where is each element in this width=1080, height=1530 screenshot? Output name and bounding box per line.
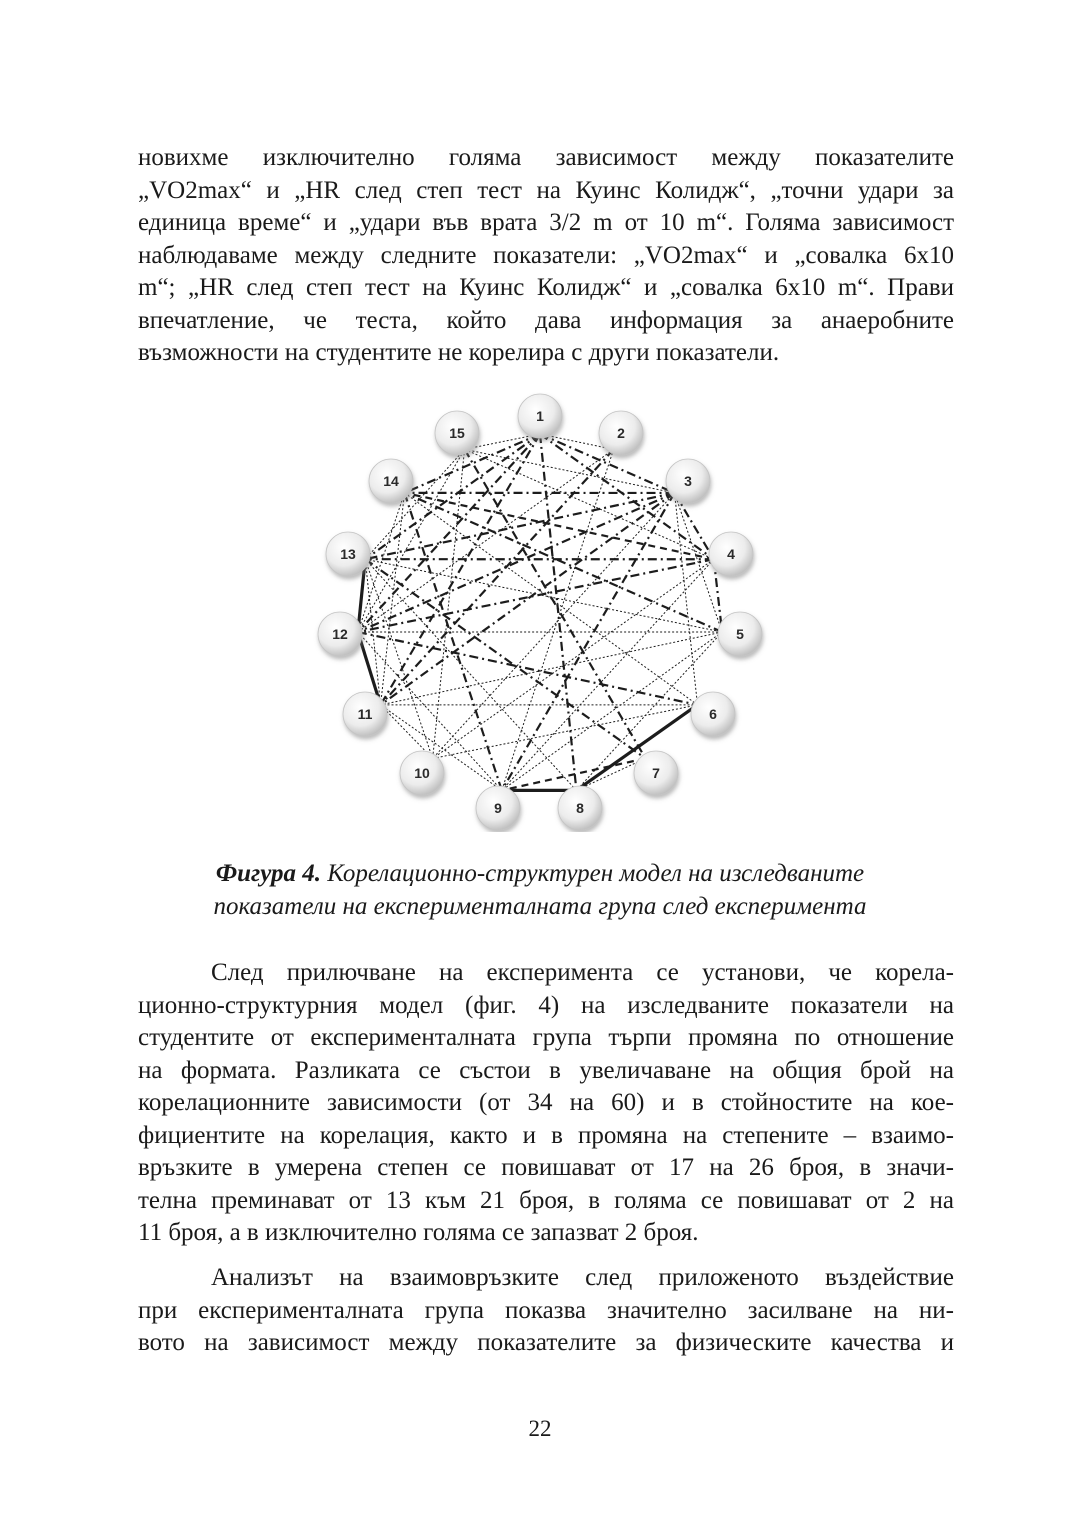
node-5 <box>718 612 762 656</box>
node-2 <box>599 411 643 455</box>
edge-10-11 <box>381 705 433 759</box>
correlation-model-figure <box>300 392 780 832</box>
caption-line-1 <box>100 857 980 890</box>
edge-11-14 <box>381 493 405 705</box>
edge-15-3 <box>465 449 675 493</box>
edge-3-10 <box>433 493 675 759</box>
text-line: наблюдаваме между следните показатели: „VO2max“ и „совалка 6x10 <box>138 241 954 269</box>
figure-caption <box>100 857 980 923</box>
node-label: 3 <box>684 473 692 489</box>
node-label: 6 <box>709 706 717 722</box>
text-line: студентите от експерименталната група търпи промяна по отношение <box>138 1024 954 1051</box>
node-label: 8 <box>576 800 584 816</box>
text-line: единица време“ и „удари във врата 3/2 m от 10 m“. Голяма зависимост <box>138 209 954 236</box>
edge-4-10 <box>433 559 714 758</box>
edge-2-9 <box>502 449 614 790</box>
node-3 <box>666 459 710 503</box>
text-line: възможности на студентите не корелира с други показатели. <box>138 339 780 366</box>
text-line: връзките в умерена степен се повишават от 17 на 26 броя, в значи- <box>138 1154 954 1181</box>
node-label: 9 <box>494 800 502 816</box>
text-line: впечатление, че теста, който дава информация за анаеробните <box>138 306 954 334</box>
text-line: „VO2max“ и „HR след степ тест на Куинс Колидж“, „точни удари за <box>138 176 954 204</box>
text-line: новихме изключително голяма зависимост между показателите <box>138 144 954 171</box>
text-line: ционно-структурния модел (фиг. 4) на изследваните показатели на <box>138 991 954 1019</box>
text-line: при експерименталната група показва значително засилване на ни- <box>138 1296 954 1324</box>
node-12 <box>318 612 362 656</box>
caption-label: Фигура 4. <box>215 860 321 887</box>
indicator-nodes <box>318 394 762 830</box>
text-line: фициентите на корелация, както и в промяна на степените – взаимо- <box>138 1121 954 1149</box>
node-label: 5 <box>736 626 744 642</box>
text-line: корелационните зависимости (от 34 на 60) и в стойностите на кое- <box>138 1089 954 1116</box>
node-9 <box>476 786 520 830</box>
text-line: на формата. Разликата се състои в увеличаване на общия брой на <box>138 1056 954 1084</box>
node-label: 1 <box>536 408 544 424</box>
node-6 <box>691 692 735 736</box>
node-15 <box>435 411 479 455</box>
page-number: 22 <box>528 1416 552 1441</box>
text-line: вото на зависимост между показателите за физическите качества и <box>138 1329 954 1356</box>
node-label: 11 <box>357 706 373 722</box>
edge-3-9 <box>502 493 675 790</box>
edge-1-8 <box>540 434 576 790</box>
node-8 <box>558 786 602 830</box>
caption-text: Корелационно-структурен модел на изследваните <box>327 860 865 887</box>
edge-5-14 <box>405 493 723 632</box>
node-4 <box>709 532 753 576</box>
node-11 <box>343 692 387 736</box>
node-14 <box>369 459 413 503</box>
edge-12-6 <box>358 632 698 705</box>
paragraph-middle <box>138 957 954 1250</box>
node-label: 12 <box>332 626 348 642</box>
node-label: 7 <box>652 765 660 781</box>
text-line: m“; „HR след степ тест на Куинс Колидж“ и „совалка 6x10 m“. Прави <box>138 274 954 301</box>
text-line: 11 броя, а в изключително голяма се запазват 2 броя. <box>138 1219 699 1246</box>
caption-line-2: показатели на експерименталната група след експеримента <box>213 893 867 920</box>
node-label: 15 <box>449 425 465 441</box>
edge-15-7 <box>465 449 646 758</box>
node-label: 4 <box>727 546 735 562</box>
node-1 <box>518 394 562 438</box>
paragraph-bottom <box>138 1262 954 1360</box>
paragraph-top <box>138 142 954 370</box>
node-label: 14 <box>383 473 399 489</box>
edge-3-11 <box>381 493 675 705</box>
node-10 <box>400 751 444 795</box>
node-13 <box>326 532 370 576</box>
edge-13-5 <box>365 559 722 632</box>
node-label: 2 <box>617 425 625 441</box>
node-label: 13 <box>340 546 356 562</box>
edge-3-12 <box>358 493 675 632</box>
text-line: Анализът на взаимовръзките след приложеното въздействие <box>211 1264 954 1291</box>
edge-14-9 <box>405 493 502 791</box>
node-7 <box>634 751 678 795</box>
text-line: телна преминават от 13 към 21 броя, в голяма се повишават от 2 на <box>138 1186 954 1214</box>
node-label: 10 <box>414 765 430 781</box>
text-line: След прилючване на експеримента се установи, че корела- <box>211 959 954 986</box>
